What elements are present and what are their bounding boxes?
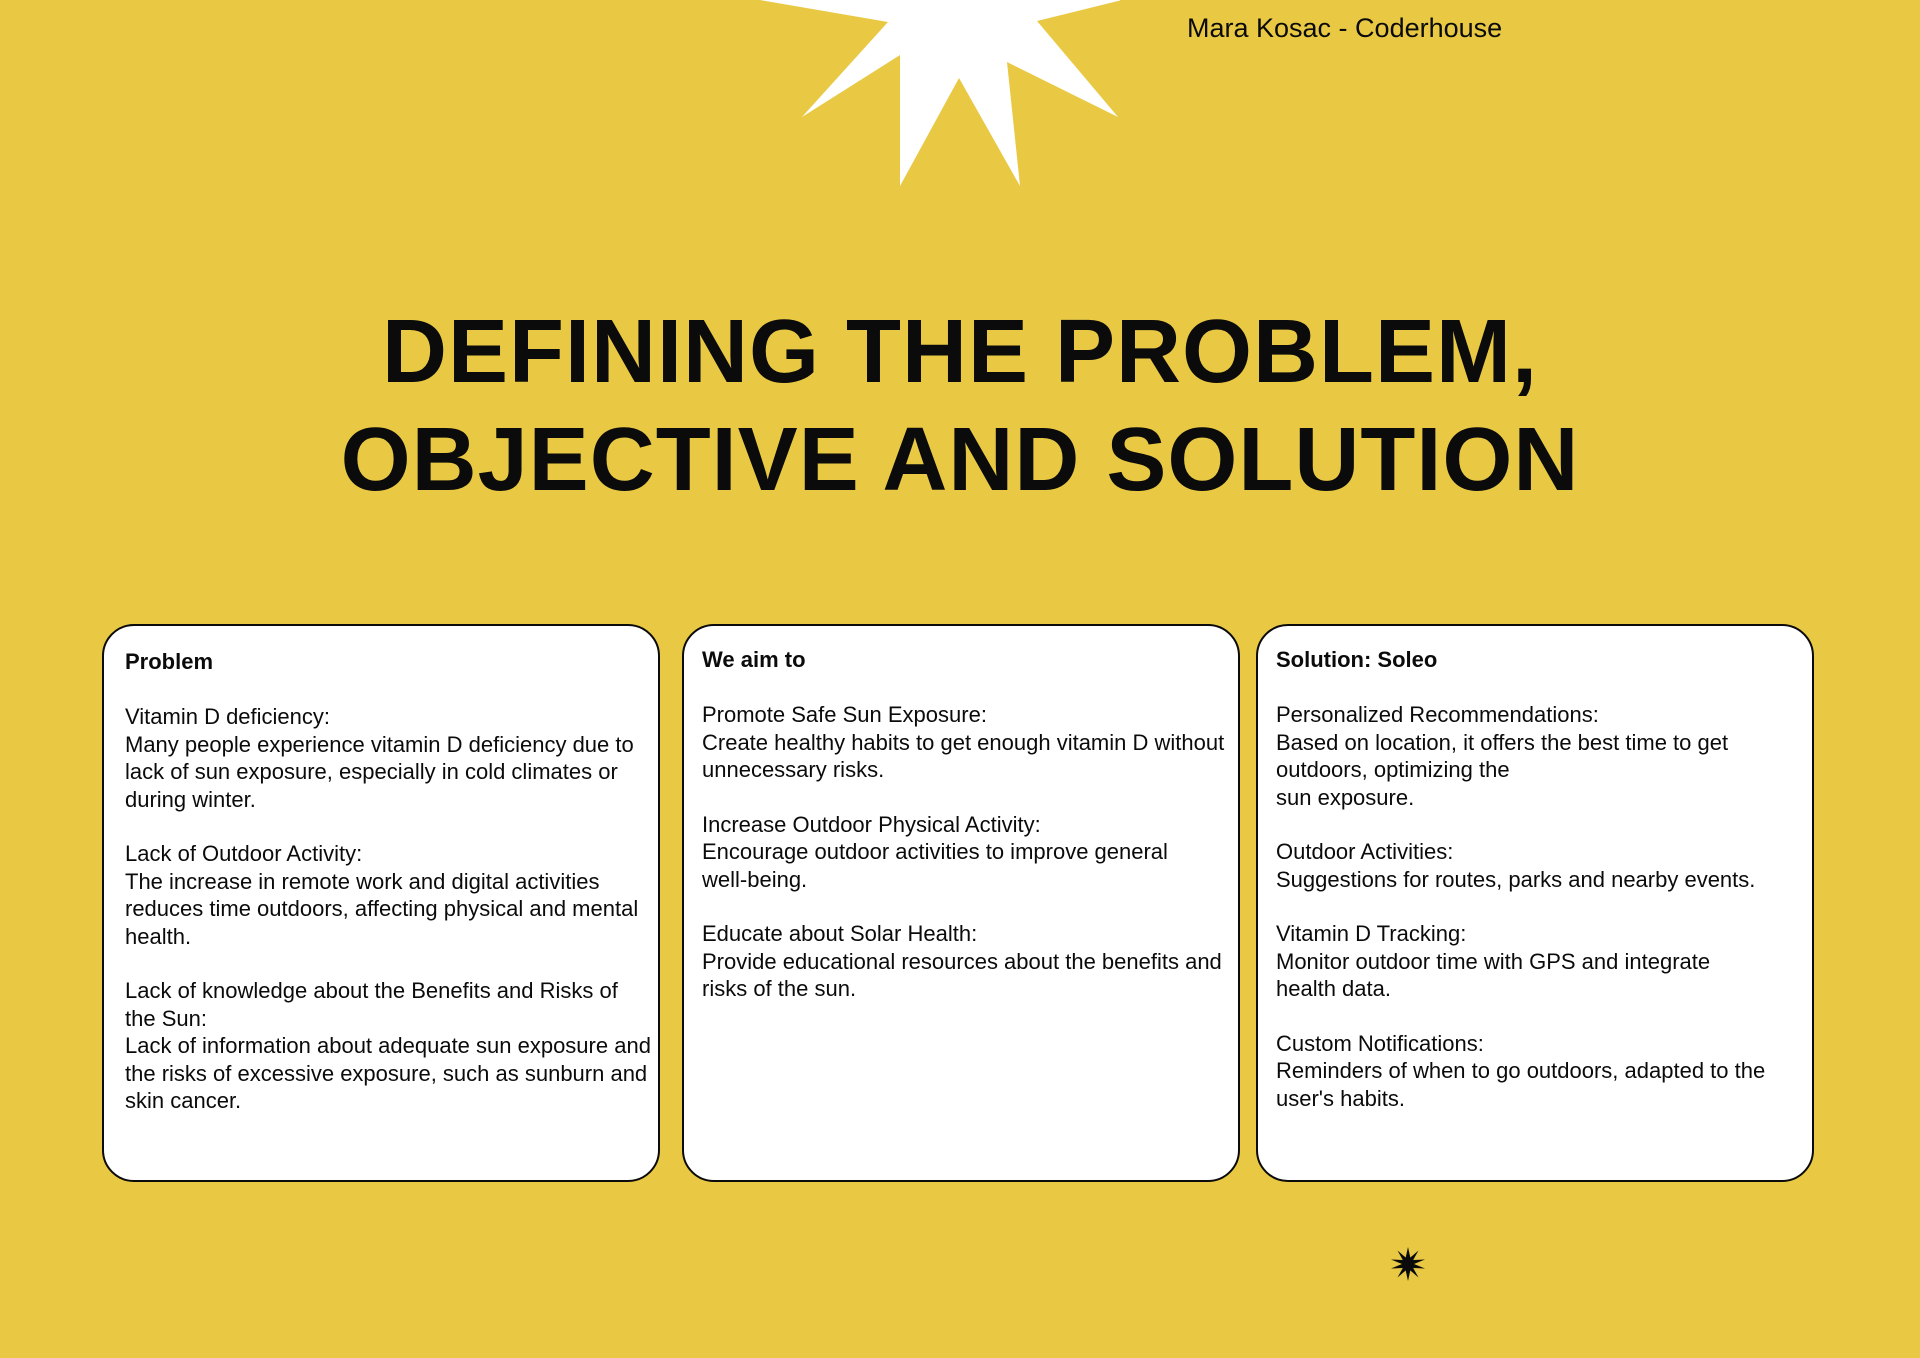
section-title: Lack of Outdoor Activity: <box>125 841 363 866</box>
section-body: Encourage outdoor activities to improve general well-being. <box>702 839 1168 892</box>
section-title: Vitamin D Tracking: <box>1276 921 1467 946</box>
sparkle-icon <box>1391 1247 1425 1281</box>
card-heading: We aim to <box>702 647 806 672</box>
card-section <box>702 701 1238 784</box>
card-section <box>125 840 658 950</box>
section-title: Lack of knowledge about the Benefits and Risks of the Sun: <box>125 978 618 1031</box>
card-heading: Solution: Soleo <box>1276 647 1438 672</box>
card-section <box>702 811 1238 894</box>
section-body: Suggestions for routes, parks and nearby events. <box>1276 866 1756 892</box>
section-body: Monitor outdoor time with GPS and integrate health data. <box>1276 948 1711 1001</box>
card-section <box>702 920 1238 1003</box>
author-credit: Mara Kosac - Coderhouse <box>1187 13 1503 43</box>
objective-card <box>682 624 1240 1182</box>
card-section <box>125 703 658 813</box>
section-title: Outdoor Activities: <box>1276 839 1454 864</box>
section-title: Custom Notifications: <box>1276 1030 1484 1056</box>
section-title: Increase Outdoor Physical Activity: <box>702 811 1041 837</box>
section-title: Educate about Solar Health: <box>702 921 978 946</box>
section-body: The increase in remote work and digital activities reduces time outdoors, affecting physical and mental health. <box>125 868 639 949</box>
section-title: Vitamin D deficiency: <box>125 704 331 729</box>
section-title: Personalized Recommendations: <box>1276 702 1599 727</box>
solution-card <box>1256 624 1814 1182</box>
page-title-line-1: DEFINING THE PROBLEM, <box>381 302 1539 402</box>
card-heading: Problem <box>125 649 214 674</box>
problem-card <box>102 624 660 1182</box>
section-body: Reminders of when to go outdoors, adapted to the user's habits. <box>1276 1058 1766 1111</box>
card-section <box>1276 838 1812 893</box>
section-body: Create healthy habits to get enough vitamin D without unnecessary risks. <box>702 729 1225 782</box>
page-title <box>0 298 1920 514</box>
card-section <box>1276 920 1812 1003</box>
page-title-line-2: OBJECTIVE AND SOLUTION <box>340 410 1580 510</box>
star-burst-icon <box>760 0 1120 190</box>
card-section <box>1276 1030 1812 1113</box>
card-section <box>1276 701 1812 811</box>
section-body: Lack of information about adequate sun exposure and the risks of excessive exposure, such as sunburn and skin cancer. <box>125 1033 651 1113</box>
section-body: Based on location, it offers the best time to get outdoors, optimizing the sun exposure. <box>1276 729 1729 810</box>
section-body: Provide educational resources about the benefits and risks of the sun. <box>702 948 1222 1001</box>
section-title: Promote Safe Sun Exposure: <box>702 702 987 727</box>
card-section <box>125 977 658 1115</box>
section-body: Many people experience vitamin D deficiency due to lack of sun exposure, especially in cold climates or during winter. <box>125 731 634 812</box>
